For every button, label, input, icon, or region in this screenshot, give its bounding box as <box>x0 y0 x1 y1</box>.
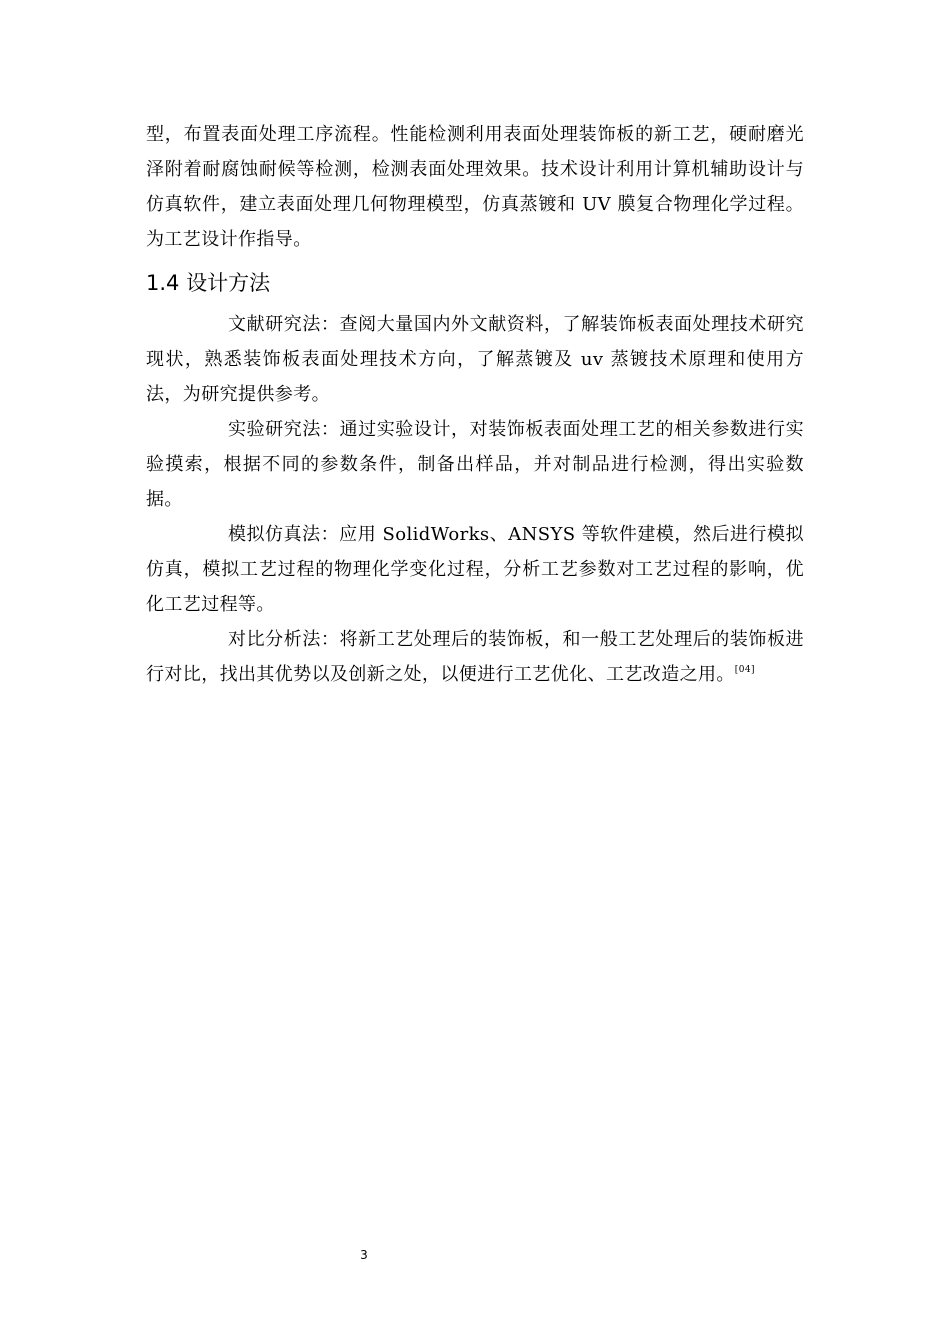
page-content <box>146 117 804 692</box>
section-heading: 1.4 设计方法 <box>146 271 271 295</box>
method-paragraph-simulation: 模拟仿真法：应用 SolidWorks、ANSYS 等软件建模，然后进行模拟仿真，模拟工艺过程的物理化学变化过程，分析工艺参数对工艺过程的影响，优化工艺过程等。 <box>146 524 804 615</box>
comparison-text: 对比分析法：将新工艺处理后的装饰板，和一般工艺处理后的装饰板进行对比，找出其优势以及创新之处，以便进行工艺优化、工艺改造之用。 <box>146 629 804 685</box>
method-paragraph-experiment: 实验研究法：通过实验设计，对装饰板表面处理工艺的相关参数进行实验摸索，根据不同的参数条件，制备出样品，并对制品进行检测，得出实验数据。 <box>146 419 804 510</box>
intro-paragraph: 型，布置表面处理工序流程。性能检测利用表面处理装饰板的新工艺，硬耐磨光泽附着耐腐蚀耐候等检测，检测表面处理效果。技术设计利用计算机辅助设计与仿真软件，建立表面处理几何物理模型，仿真蒸镀和 UV 膜复合物理化学过程。为工艺设计作指导。 <box>146 124 804 250</box>
page-number: 3 <box>360 1248 368 1262</box>
method-paragraph-comparison <box>146 622 804 692</box>
method-paragraph-literature: 文献研究法：查阅大量国内外文献资料，了解装饰板表面处理技术研究现状，熟悉装饰板表面处理技术方向，了解蒸镀及 uv 蒸镀技术原理和使用方法，为研究提供参考。 <box>146 314 804 405</box>
citation-marker[interactable]: [04] <box>734 665 755 675</box>
